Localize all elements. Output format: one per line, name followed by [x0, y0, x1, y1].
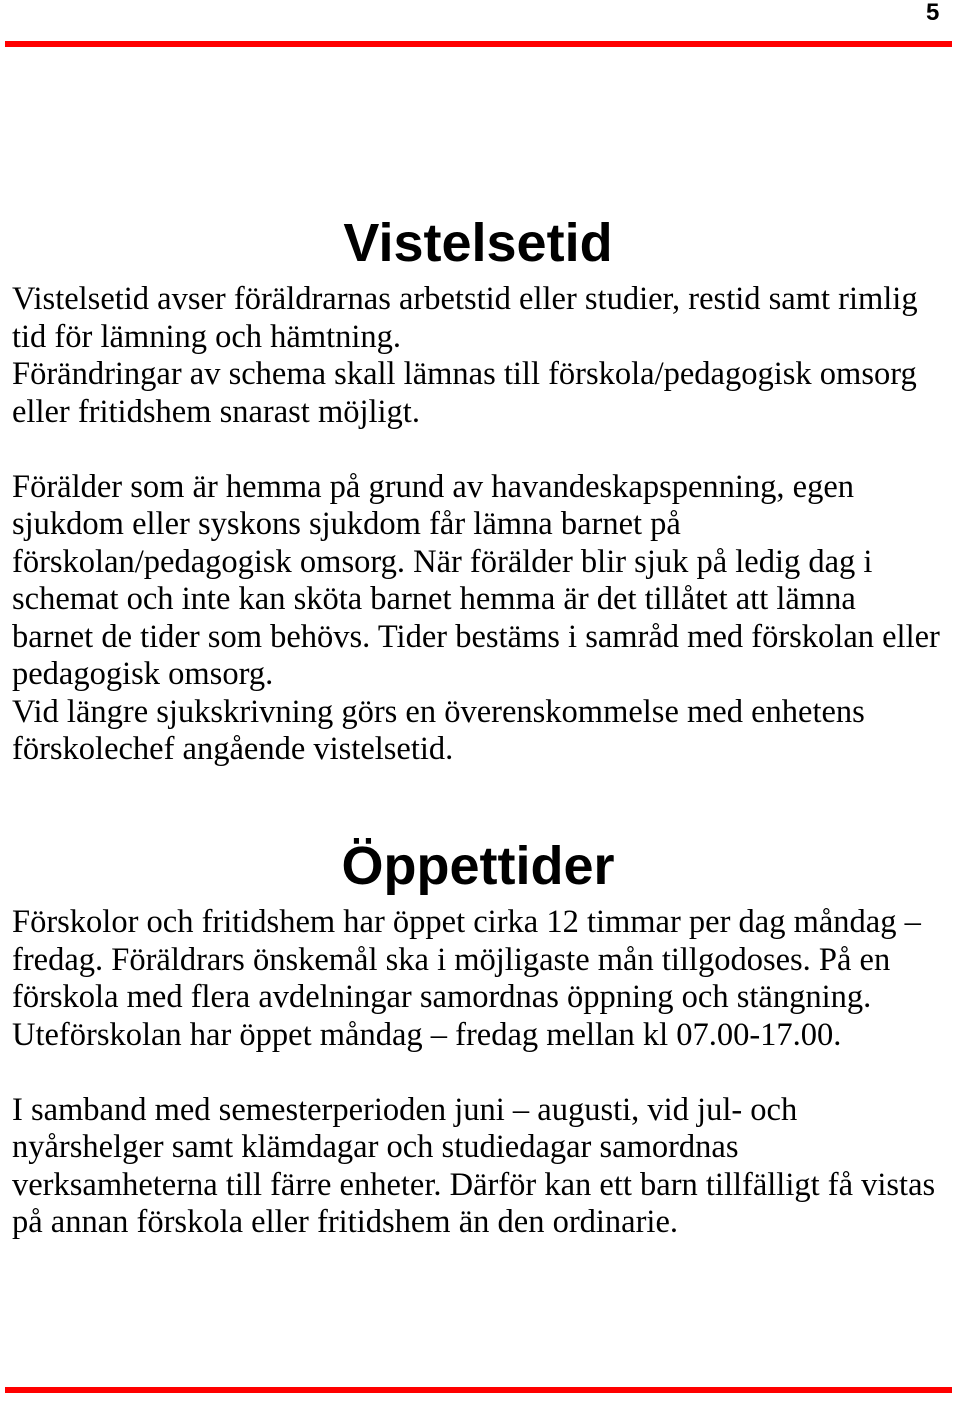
paragraph	[12, 1092, 956, 1242]
text-line: eller fritidshem snarast möjligt.	[12, 393, 420, 430]
text-line: sjukdom eller syskons sjukdom får lämna barnet på	[12, 506, 681, 542]
text-line: I samband med semesterperioden juni – augusti, vid jul- och	[12, 1091, 798, 1128]
text-line: nyårshelger samt klämdagar och studiedagar samordnas	[12, 1129, 739, 1165]
text-line: verksamheterna till färre enheter. Därför kan ett barn tillfälligt få vistas	[12, 1166, 936, 1203]
text-line: på annan förskola eller fritidshem än den ordinarie.	[12, 1204, 678, 1240]
text-line: förskolechef angående vistelsetid.	[12, 731, 454, 767]
text-line: barnet de tider som behövs. Tider bestäms i samråd med förskolan eller	[12, 618, 940, 655]
text-line: förskola med flera avdelningar samordnas öppning och stängning.	[12, 979, 872, 1015]
bottom-red-rule	[5, 1387, 952, 1393]
text-line: Vid längre sjukskrivning görs en överenskommelse med enhetens	[12, 693, 865, 730]
paragraph	[12, 469, 956, 769]
page-number: 5	[926, 0, 940, 26]
paragraph	[12, 281, 956, 431]
paragraph	[12, 904, 956, 1054]
text-line: schemat och inte kan sköta barnet hemma är det tillåtet att lämna	[12, 581, 856, 617]
text-line: Förändringar av schema skall lämnas till förskola/pedagogisk omsorg	[12, 356, 917, 392]
text-line: pedagogisk omsorg.	[12, 656, 274, 692]
section-body-oppettider	[12, 904, 956, 1279]
text-line: Uteförskolan har öppet måndag – fredag mellan kl 07.00-17.00.	[12, 1016, 842, 1053]
text-line: Förälder som är hemma på grund av havandeskapspenning, egen	[12, 468, 855, 505]
text-line: fredag. Föräldrars önskemål ska i möjligaste mån tillgodoses. På en	[12, 941, 891, 978]
text-line: tid för lämning och hämtning.	[12, 318, 402, 355]
text-line: förskolan/pedagogisk omsorg. När förälder blir sjuk på ledig dag i	[12, 543, 873, 580]
section-body-vistelsetid	[12, 281, 956, 806]
section-heading-oppettider: Öppettider	[341, 836, 615, 896]
text-line: Förskolor och fritidshem har öppet cirka 12 timmar per dag måndag –	[12, 904, 921, 940]
text-line: Vistelsetid avser föräldrarnas arbetstid eller studier, restid samt rimlig	[12, 281, 918, 317]
section-heading-vistelsetid: Vistelsetid	[343, 213, 613, 273]
top-red-rule	[5, 41, 952, 47]
